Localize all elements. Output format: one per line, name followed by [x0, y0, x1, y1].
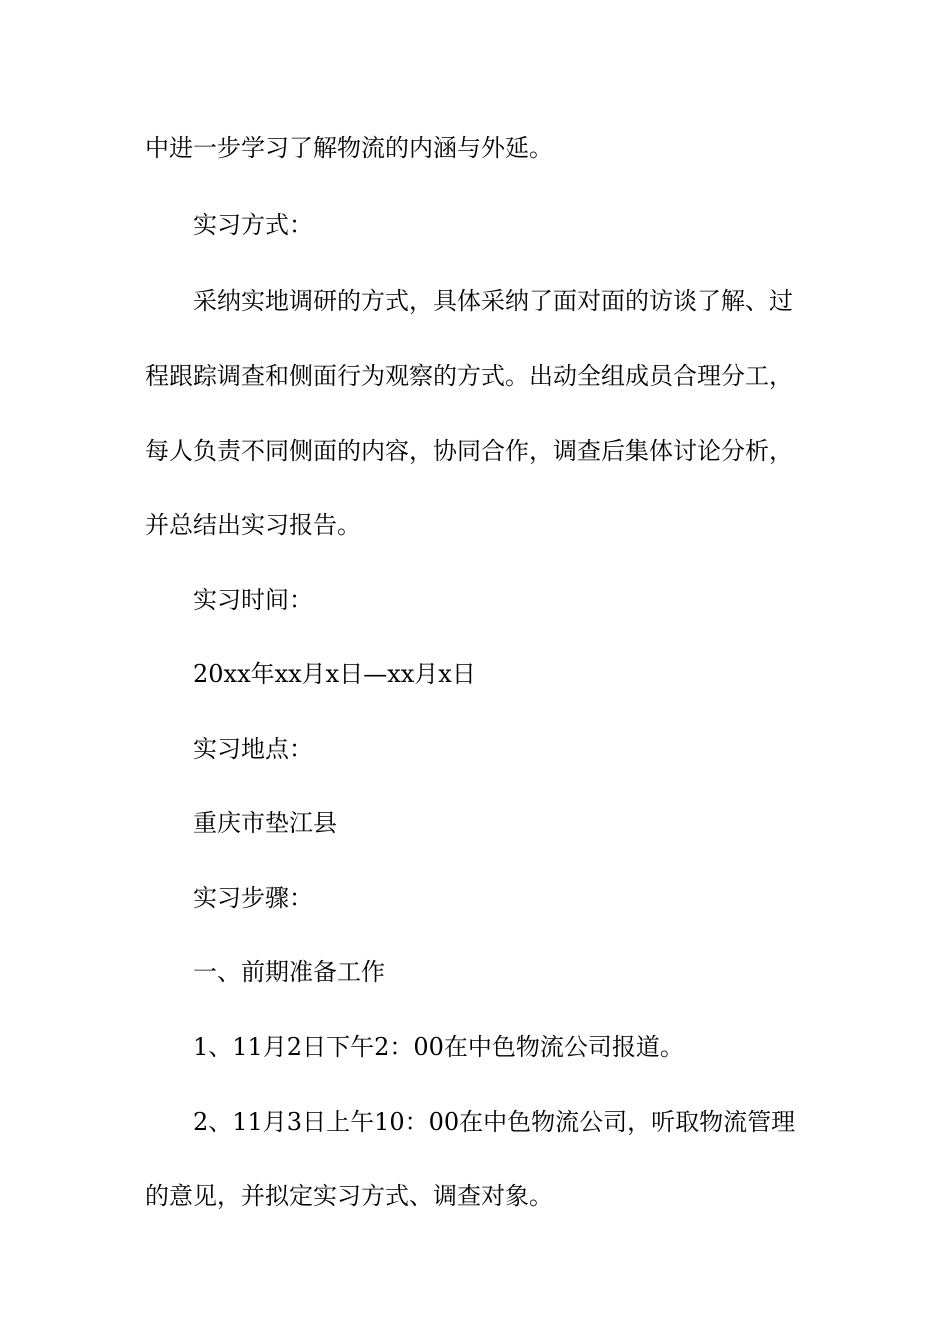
section-heading-method: 实习方式：: [193, 211, 313, 239]
internship-location: 重庆市垫江县: [193, 809, 337, 837]
step-item: 2、11月3日上午10：00在中色物流公司，听取物流管理: [193, 1108, 796, 1136]
section-heading-time: 实习时间：: [193, 586, 313, 614]
paragraph-line: 采纳实地调研的方式，具体采纳了面对面的访谈了解、过: [193, 287, 793, 315]
paragraph-line: 并总结出实习报告。: [145, 511, 361, 539]
step-heading: 一、前期准备工作: [193, 958, 385, 986]
paragraph-line: 的意见，并拟定实习方式、调查对象。: [145, 1182, 553, 1210]
section-heading-location: 实习地点：: [193, 735, 313, 763]
section-heading-steps: 实习步骤：: [193, 884, 313, 912]
step-item: 1、11月2日下午2：00在中色物流公司报道。: [193, 1033, 684, 1061]
paragraph-line: 中进一步学习了解物流的内涵与外延。: [145, 134, 553, 162]
paragraph-line: 每人负责不同侧面的内容，协同合作，调查后集体讨论分析，: [145, 437, 793, 465]
internship-dates: 20xx年xx月x日—xx月x日: [193, 660, 476, 688]
paragraph-line: 程跟踪调查和侧面行为观察的方式。出动全组成员合理分工，: [145, 362, 793, 390]
